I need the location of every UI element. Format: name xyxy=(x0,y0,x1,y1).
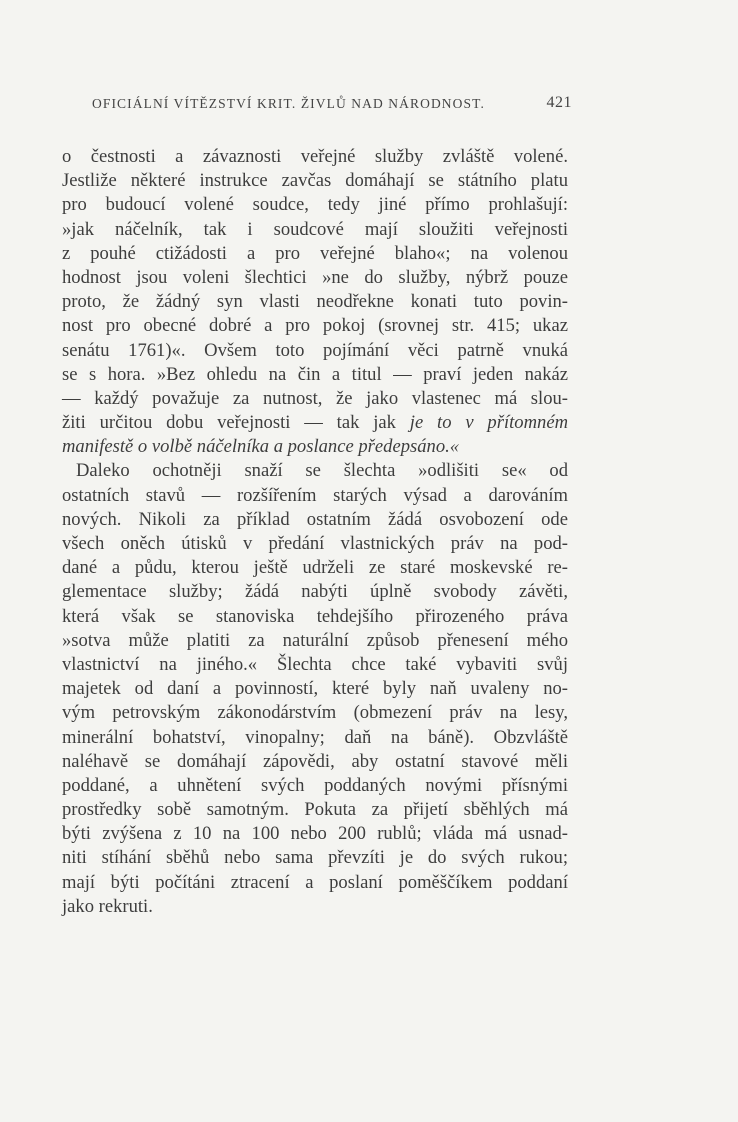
paragraph-start-line: Daleko ochotněji snaží se šlechta »odlišiti se« od xyxy=(76,460,568,482)
text-line: nových. Nikoli za příklad ostatním žádá osvobození ode xyxy=(62,508,568,530)
text-line: hodnost jsou voleni šlechtici »ne do služby, nýbrž pouze xyxy=(62,266,568,288)
text-line: niti stíhání sběhů nebo sama převzíti je do svých rukou; xyxy=(62,847,568,869)
text-line: mají býti počítáni ztracení a poslaní poměščíkem poddaní xyxy=(62,871,568,893)
text-line: dané a půdu, kterou ještě udrželi ze staré moskevské re- xyxy=(62,557,568,579)
text-line: proto, že žádný syn vlasti neodřekne konati tuto povin- xyxy=(62,291,568,313)
page-number: 421 xyxy=(546,94,572,111)
body-text xyxy=(62,145,568,919)
italic-span: je to v přítomném xyxy=(409,412,568,434)
text-line: nost pro obecné dobré a pro pokoj (srovnej str. 415; ukaz xyxy=(62,315,568,337)
running-title: OFICIÁLNÍ VÍTĚZSTVÍ KRIT. ŽIVLŮ NAD NÁRODNOST. xyxy=(92,96,485,111)
text-line: poddané, a uhnětení svých poddaných novými přísnými xyxy=(62,774,568,796)
text-line: minerální bohatství, vinopalny; daň na báně). Obzvláště xyxy=(62,726,568,748)
text-line: všech oněch útisků v předání vlastnických práv na pod- xyxy=(62,533,568,554)
text-line-mixed xyxy=(62,411,568,435)
text-span: žiti určitou dobu veřejnosti — tak jak xyxy=(62,412,396,434)
text-line: — každý považuje za nutnost, že jako vlastenec má slou- xyxy=(62,387,568,409)
text-line: »sotva může platiti za naturální způsob přenesení mého xyxy=(62,629,568,651)
text-line: se s hora. »Bez ohledu na čin a titul — praví jeden nakáz xyxy=(62,363,568,385)
text-line: vým petrovským zákonodárstvím (obmezení práv na lesy, xyxy=(62,702,568,724)
text-line: býti zvýšena z 10 na 100 nebo 200 rublů; vláda má usnad- xyxy=(62,823,568,845)
text-line: o čestnosti a závaznosti veřejné služby zvláště volené. xyxy=(62,146,568,167)
text-line: z pouhé ctižádosti a pro veřejné blaho«; na volenou xyxy=(62,242,568,264)
text-line: »jak náčelník, tak i soudcové mají sloužiti veřejnosti xyxy=(62,218,568,240)
text-line: vlastnictví na jiného.« Šlechta chce také vybaviti svůj xyxy=(62,653,568,675)
text-line: která však se stanoviska tehdejšího přirozeného práva xyxy=(62,605,568,627)
text-line: pro budoucí volené soudce, tedy jiné přímo prohlašují: xyxy=(62,194,568,216)
running-header xyxy=(92,96,572,116)
text-line: ostatních stavů — rozšířením starých výsad a darováním xyxy=(62,484,568,506)
text-line: senátu 1761)«. Ovšem toto pojímání věci patrně vnuká xyxy=(62,339,568,361)
text-line: naléhavě se domáhají zápovědi, aby ostatní stavové měli xyxy=(62,750,568,772)
text-line: glementace služby; žádá nabýti úplně svobody závěti, xyxy=(62,581,568,603)
text-line: Jestliže některé instrukce zavčas domáhají se státního platu xyxy=(62,170,568,192)
text-line-last: jako rekruti. xyxy=(62,895,153,917)
text-line-italic: manifestě o volbě náčelníka a poslance předepsáno.« xyxy=(62,436,460,458)
text-line: majetek od daní a povinností, které byly naň uvaleny no- xyxy=(62,678,568,700)
text-line: prostředky sobě samotným. Pokuta za přijetí sběhlých má xyxy=(62,799,568,821)
